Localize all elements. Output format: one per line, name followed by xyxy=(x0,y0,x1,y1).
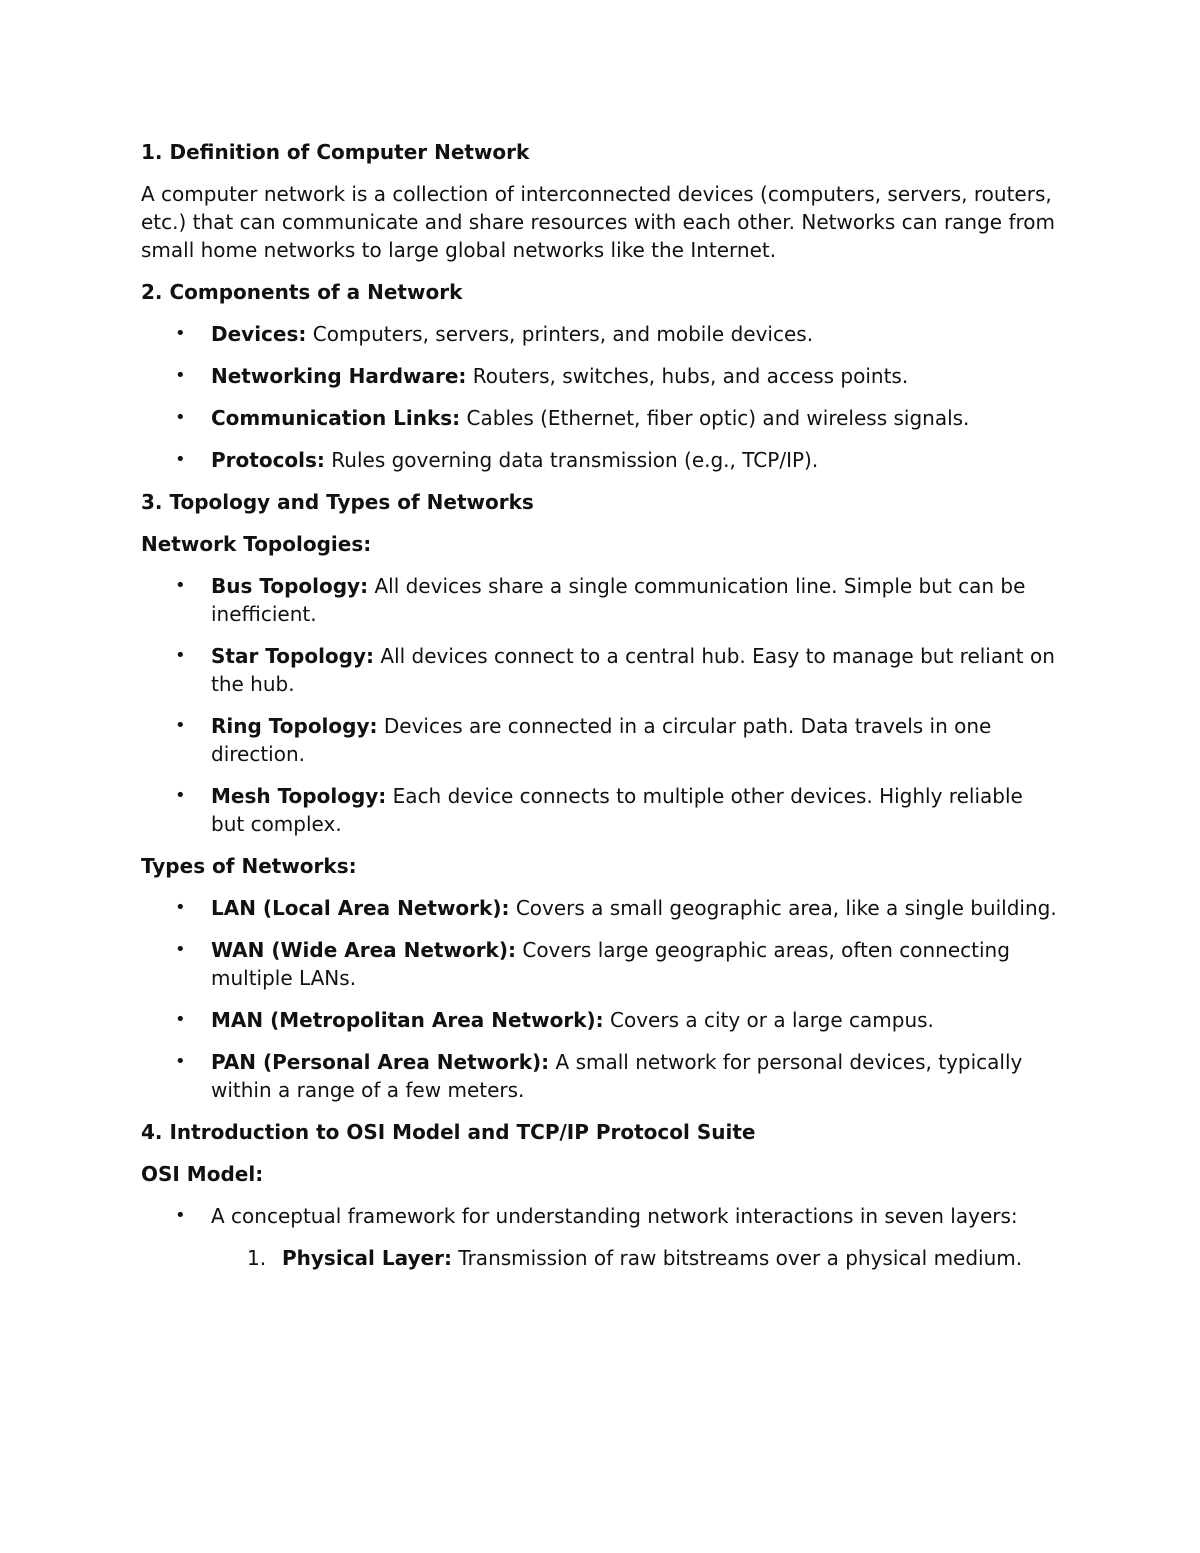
osi-intro-text: A conceptual framework for understanding network interactions in seven layers: xyxy=(211,1204,1018,1228)
bullet-icon: • xyxy=(175,449,186,470)
list-item-desc: All devices connect to a central hub. Easy to manage but reliant on the hub. xyxy=(211,644,1055,696)
section-1-paragraph: A computer network is a collection of interconnected devices (computers, servers, routers, etc.) that can communicate and share resources with each other. Networks can range from small home networks to large global networks like the Internet. xyxy=(141,182,1056,262)
bullet-icon: • xyxy=(175,785,186,806)
list-item-term: Protocols: xyxy=(211,448,325,472)
list-item-term: PAN (Personal Area Network): xyxy=(211,1050,550,1074)
list-item-term: Communication Links: xyxy=(211,406,461,430)
list-item-desc: Transmission of raw bitstreams over a physical medium. xyxy=(451,1246,1023,1270)
list-item-desc: Rules governing data transmission (e.g., TCP/IP). xyxy=(324,448,819,472)
section-4-heading: 4. Introduction to OSI Model and TCP/IP Protocol Suite xyxy=(141,1120,756,1144)
osi-label: OSI Model: xyxy=(141,1162,264,1186)
list-item-term: Devices: xyxy=(211,322,307,346)
list-item xyxy=(141,936,1060,992)
list-item xyxy=(141,782,1060,838)
list-item-desc: Routers, switches, hubs, and access points. xyxy=(466,364,909,388)
list-item xyxy=(141,572,1060,628)
bullet-icon: • xyxy=(175,1051,186,1072)
list-item-term: Bus Topology: xyxy=(211,574,369,598)
section-1-heading: 1. Definition of Computer Network xyxy=(141,140,530,164)
list-item xyxy=(141,712,1060,768)
list-item xyxy=(141,1006,1060,1034)
list-item xyxy=(141,1048,1060,1104)
list-item xyxy=(141,894,1060,922)
list-item-desc: Covers large geographic areas, often connecting multiple LANs. xyxy=(211,938,1010,990)
list-item-term: LAN (Local Area Network): xyxy=(211,896,510,920)
bullet-icon: • xyxy=(175,715,186,736)
list-item-desc: Cables (Ethernet, fiber optic) and wireless signals. xyxy=(460,406,970,430)
list-item-desc: All devices share a single communication line. Simple but can be inefficient. xyxy=(211,574,1026,626)
bullet-icon: • xyxy=(175,645,186,666)
osi-layers-list xyxy=(211,1244,1060,1272)
bullet-icon: • xyxy=(175,897,186,918)
list-item xyxy=(211,1244,1060,1272)
list-item-term: Networking Hardware: xyxy=(211,364,467,388)
bullet-icon: • xyxy=(175,1205,186,1226)
list-item-desc: Covers a city or a large campus. xyxy=(603,1008,934,1032)
osi-list xyxy=(141,1202,1060,1272)
list-item-desc: Each device connects to multiple other devices. Highly reliable but complex. xyxy=(211,784,1023,836)
list-item-number: 1. xyxy=(247,1246,267,1270)
list-item-desc: Covers a small geographic area, like a single building. xyxy=(509,896,1057,920)
list-item xyxy=(141,404,1060,432)
list-item-term: Star Topology: xyxy=(211,644,375,668)
topologies-list xyxy=(141,572,1060,838)
bullet-icon: • xyxy=(175,575,186,596)
list-item-term: Ring Topology: xyxy=(211,714,378,738)
bullet-icon: • xyxy=(175,365,186,386)
list-item-term: WAN (Wide Area Network): xyxy=(211,938,516,962)
list-item xyxy=(141,642,1060,698)
list-item xyxy=(141,362,1060,390)
bullet-icon: • xyxy=(175,1009,186,1030)
bullet-icon: • xyxy=(175,939,186,960)
list-item xyxy=(141,1202,1060,1272)
section-2-heading: 2. Components of a Network xyxy=(141,280,463,304)
section-3-heading: 3. Topology and Types of Networks xyxy=(141,490,534,514)
list-item-term: Mesh Topology: xyxy=(211,784,387,808)
bullet-icon: • xyxy=(175,407,186,428)
network-types-list xyxy=(141,894,1060,1104)
list-item-term: Physical Layer: xyxy=(282,1246,452,1270)
list-item-desc: A small network for personal devices, typically within a range of a few meters. xyxy=(211,1050,1023,1102)
types-label: Types of Networks: xyxy=(141,854,357,878)
components-list xyxy=(141,320,1060,474)
list-item-desc: Computers, servers, printers, and mobile devices. xyxy=(306,322,814,346)
list-item xyxy=(141,446,1060,474)
list-item xyxy=(141,320,1060,348)
topologies-label: Network Topologies: xyxy=(141,532,372,556)
list-item-term: MAN (Metropolitan Area Network): xyxy=(211,1008,604,1032)
bullet-icon: • xyxy=(175,323,186,344)
list-item-desc: Devices are connected in a circular path. Data travels in one direction. xyxy=(211,714,992,766)
